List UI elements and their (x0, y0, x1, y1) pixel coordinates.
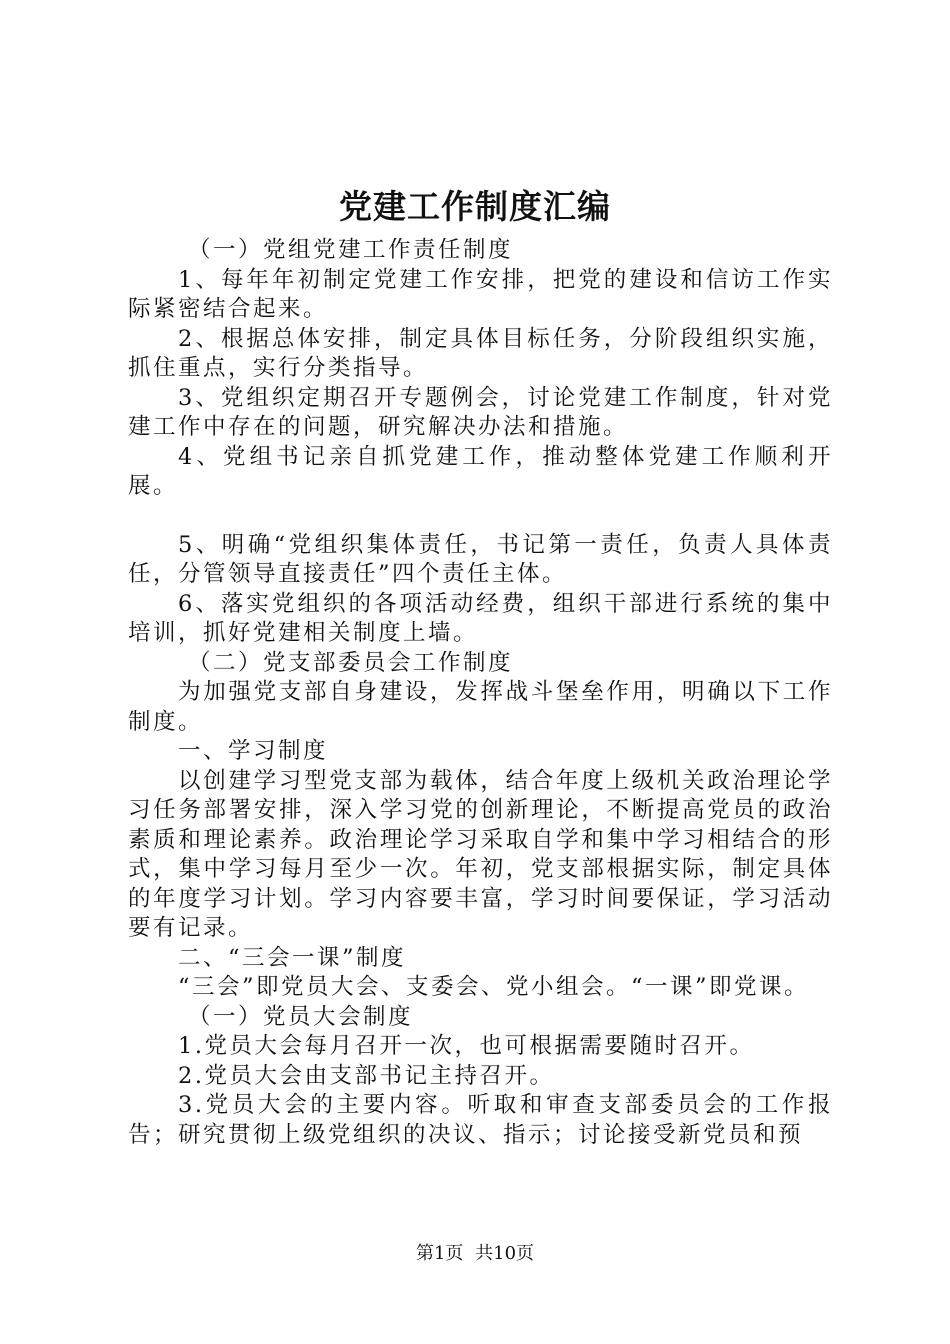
paragraph: 3.党员大会的主要内容。听取和审查支部委员会的工作报告；研究贯彻上级党组织的决议、指示；讨论接受新党员和预 (128, 1092, 833, 1148)
paragraph: 1.党员大会每月召开一次，也可根据需要随时召开。 (178, 1033, 755, 1059)
paragraph: 二、“三会一课”制度 (178, 944, 407, 971)
page-number: 第1页 (415, 1243, 464, 1264)
page-total: 共10页 (475, 1243, 535, 1264)
paragraph: 3、党组织定期召开专题例会，讨论党建工作制度，针对党建工作中存在的问题，研究解决办法和措施。 (128, 384, 833, 440)
paragraph: 1、每年年初制定党建工作安排，把党的建设和信访工作实际紧密结合起来。 (128, 266, 833, 322)
page-footer (0, 1242, 950, 1266)
paragraph: 2、根据总体安排，制定具体目标任务，分阶段组织实施，抓住重点，实行分类指导。 (128, 325, 833, 381)
paragraph: 2.党员大会由支部书记主持召开。 (178, 1062, 555, 1089)
paragraph: 4、党组书记亲自抓党建工作，推动整体党建工作顺利开展。 (128, 443, 833, 499)
document-body (128, 236, 833, 1150)
paragraph: 6、落实党组织的各项活动经费，组织干部进行系统的集中培训，抓好党建相关制度上墙。 (128, 590, 833, 646)
paragraph: （一）党员大会制度 (188, 1003, 414, 1030)
document-title: 党建工作制度汇编 (339, 187, 611, 226)
paragraph: “三会”即党员大会、支委会、党小组会。“一课”即党课。 (178, 974, 810, 1000)
paragraph: （二）党支部委员会工作制度 (188, 649, 514, 676)
paragraph: （一）党组党建工作责任制度 (188, 237, 514, 263)
paragraph: 为加强党支部自身建设，发挥战斗堡垒作用，明确以下工作制度。 (128, 679, 833, 735)
paragraph: 5、明确“党组织集体责任，书记第一责任，负责人具体责任，分管领导直接责任”四个责任主体。 (128, 531, 833, 587)
paragraph: 以创建学习型党支部为载体，结合年度上级机关政治理论学习任务部署安排，深入学习党的创新理论，不断提高党员的政治素质和理论素养。政治理论学习采取自学和集中学习相结合的形式，集中学习每月至少一次。年初，党支部根据实际，制定具体的年度学习计划。学习内容要丰富，学习时间要保证，学习活动要有记录。 (128, 767, 833, 941)
paragraph: 一、学习制度 (178, 738, 329, 764)
